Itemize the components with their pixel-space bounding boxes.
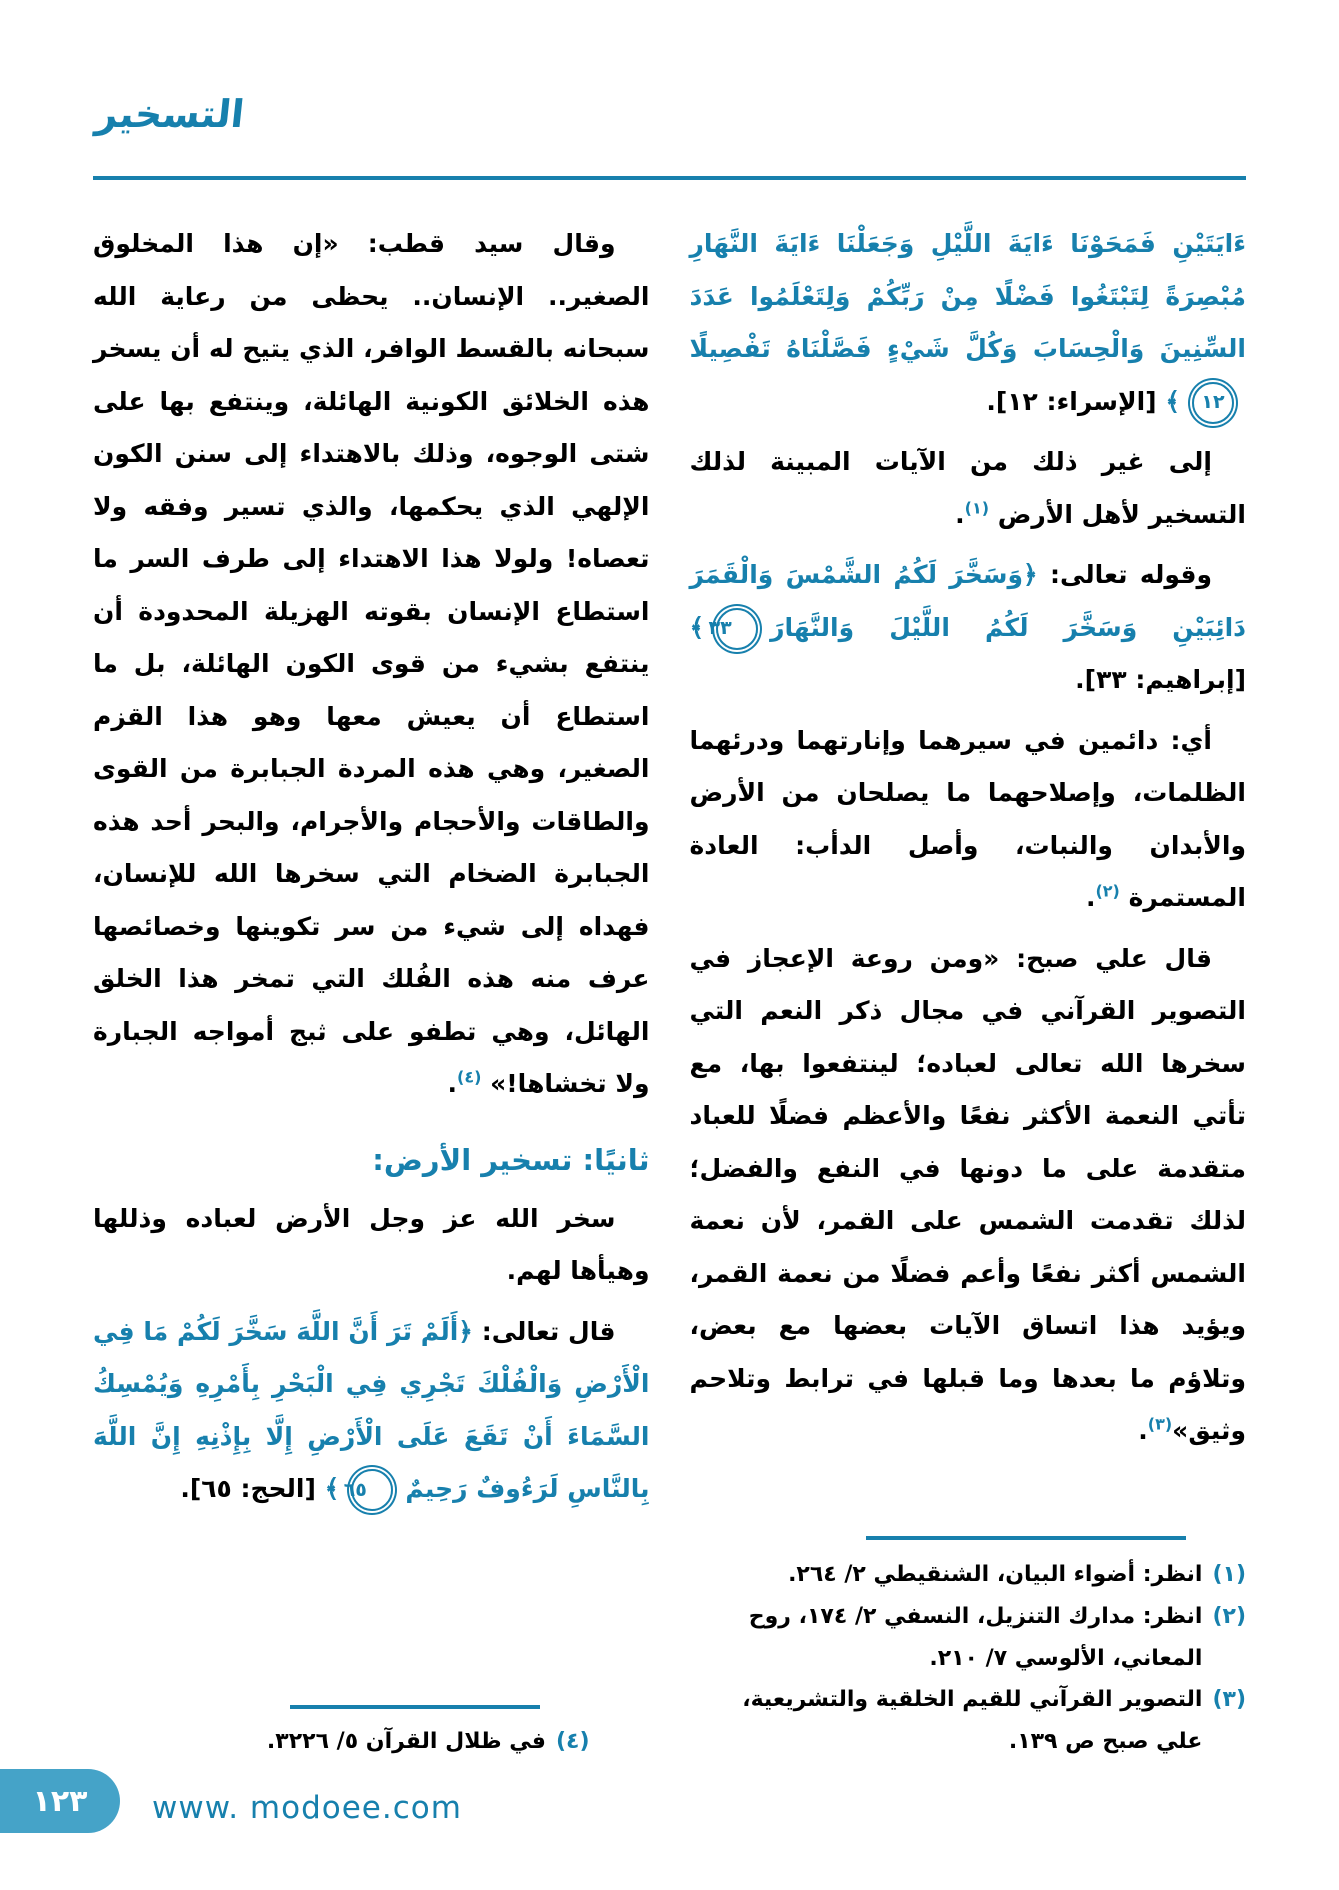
ornate-close-bracket: ﴾ xyxy=(689,612,705,642)
paragraph-text: أي: دائمين في سيرهما وإنارتهما ودرئهما الظلمات، وإصلاحهما ما يصلحان من الأرض والأبدان والنبات، وأصل الدأب: العادة المستمرة xyxy=(689,725,1246,912)
period: . xyxy=(447,1069,458,1098)
period: . xyxy=(1138,1416,1148,1445)
ayah-end-marker: ٣٣ xyxy=(716,608,758,650)
quran-verse-isra xyxy=(690,218,1247,428)
footnote-separator xyxy=(290,1705,540,1709)
ornate-open-bracket: ﴿ xyxy=(458,1316,473,1346)
text-columns xyxy=(93,218,1246,1763)
ornate-close-bracket: ﴾ xyxy=(1165,386,1180,416)
footnote-ref-4: (٤) xyxy=(457,1067,482,1087)
footnote-text: انظر: مدارك التنزيل، النسفي ٢/ ١٧٤، روح المعاني، الألوسي ٧/ ٢١٠. xyxy=(748,1603,1203,1671)
paragraph-text: إلى غير ذلك من الآيات المبينة لذلك التسخير لأهل الأرض xyxy=(689,447,1246,529)
paragraph-text: وقال سيد قطب: «إن هذا المخلوق الصغير.. الإنسان.. يحظى من رعاية الله سبحانه بالقسط الوافر، الذي يتيح له أن يسخر هذه الخلائق الكونية الهائلة، وينتفع بها على شتى الوجوه، وذلك بالاهتداء إلى سنن الكون الإلهي الذي يحكمها، والذي تسير وفقه ولا تعصاه! ولولا هذا الاهتداء إلى طرف السر ما استطاع الإنسان بقوته الهزيلة المحدودة أن ينتفع بشيء من قوى الكون الهائلة، بل ما استطاع أن يعيش معها وهو هذا القزم الصغير، وهي هذه المردة الجبابرة من القوى والطاقات والأحجام والأجرام، والبحر أحد هذه الجبابرة الضخام التي سخرها الله للإنسان، فهداه إلى شيء من سر تكوينها وخصائصها عرف منه هذه الفُلك التي تمخر هذا الخلق الهائل، وهي تطفو على ثبج أمواجه الجبارة ولا تخشاها!» xyxy=(93,229,650,1098)
footnote-separator xyxy=(866,1536,1186,1540)
footnote xyxy=(690,1596,1247,1680)
verse-reference: [إبراهيم: ٣٣]. xyxy=(1075,665,1246,694)
paragraph xyxy=(690,436,1247,541)
period: . xyxy=(1085,883,1096,912)
footnotes-right xyxy=(690,1526,1247,1763)
footnote-text: في ظلال القرآن ٥/ ٣٢٢٦. xyxy=(266,1729,546,1755)
page-number: ١٢٣ xyxy=(32,1783,88,1819)
footnote-ref-2: (٢) xyxy=(1095,881,1120,901)
paragraph xyxy=(690,933,1247,1458)
footnote-marker: (٣) xyxy=(1212,1687,1246,1713)
paragraph-text: قال علي صبح: «ومن روعة الإعجاز في التصوير القرآني في مجال ذكر النعم التي سخرها الله تعالى لعباده؛ لينتفعوا بها، مع تأتي النعمة الأكثر نفعًا والأعظم فضلًا للعباد متقدمة على ما دونها في النفع والفضل؛ لذلك تقدمت الشمس على القمر، لأن نعمة الشمس أكثر نفعًا وأعم فضلًا من نعمة القمر، ويؤيد هذا اتساق الآيات بعضها مع بعض، وتلاؤم ما بعدها وما قبلها في ترابط وتلاحم وثيق» xyxy=(689,943,1246,1445)
verse-reference: [الإسراء: ١٢]. xyxy=(986,386,1157,416)
verse-reference: [الحج: ٦٥]. xyxy=(180,1474,316,1503)
paragraph xyxy=(93,1193,650,1298)
header-divider xyxy=(93,176,1246,180)
footnotes-left xyxy=(93,1695,650,1763)
speech-intro: قال تعالى: xyxy=(481,1316,616,1346)
ayah-end-marker: ١٢ xyxy=(1192,382,1234,424)
quran-text: وَسَخَّرَ لَكُمُ الشَّمْسَ وَالْقَمَرَ دَائِبَيْنِ وَسَخَّرَ لَكُمُ اللَّيْلَ وَالنَّهَارَ xyxy=(689,560,1246,642)
paragraph-with-verse xyxy=(93,1306,650,1516)
footnote-text: انظر: أضواء البيان، الشنقيطي ٢/ ٢٦٤. xyxy=(788,1562,1203,1588)
footnote xyxy=(690,1554,1247,1596)
footnote-ref-3: (٣) xyxy=(1147,1414,1173,1434)
footnote xyxy=(93,1721,650,1763)
column-right xyxy=(690,218,1247,1763)
paragraph-text: سخر الله عز وجل الأرض لعباده وذللها وهيأها لهم. xyxy=(93,1203,650,1285)
ornate-close-bracket: ﴾ xyxy=(324,1474,340,1503)
footnote-marker: (٢) xyxy=(1212,1603,1246,1629)
speech-intro: وقوله تعالى: xyxy=(1049,560,1212,589)
website-text: www. modoee.com xyxy=(152,1790,462,1826)
footnote-marker: (٤) xyxy=(555,1729,590,1755)
column-left xyxy=(93,218,650,1763)
footnote-text: التصوير القرآني للقيم الخلقية والتشريعية، علي صبح ص ١٣٩. xyxy=(742,1687,1203,1755)
footnote-marker: (١) xyxy=(1212,1562,1246,1588)
quran-text: أَلَمْ تَرَ أَنَّ اللَّهَ سَخَّرَ لَكُمْ مَا فِي الْأَرْضِ وَالْفُلْكَ تَجْرِي فِي الْبَحْرِ بِأَمْرِهِ وَيُمْسِكُ السَّمَاءَ أَنْ تَقَعَ عَلَى الْأَرْضِ إِلَّا بِإِذْنِهِ إِنَّ اللَّهَ بِالنَّاسِ لَرَءُوفٌ رَحِيمٌ xyxy=(93,1316,650,1503)
ornate-open-bracket: ﴿ xyxy=(1022,560,1038,589)
footnote xyxy=(690,1679,1247,1763)
page-number-pill xyxy=(0,1769,120,1833)
period: . xyxy=(955,499,965,529)
paragraph xyxy=(93,218,650,1111)
section-heading: ثانيًا: تسخير الأرض: xyxy=(372,1142,650,1177)
paragraph-with-verse xyxy=(690,549,1247,707)
quran-text: ءَايَتَيْنِ فَمَحَوْنَا ءَايَةَ اللَّيْلِ وَجَعَلْنَا ءَايَةَ النَّهَارِ مُبْصِرَةً لِتَبْتَغُوا فَضْلًا مِنْ رَبِّكُمْ وَلِتَعْلَمُوا عَدَدَ السِّنِينَ وَالْحِسَابَ وَكُلَّ شَيْءٍ فَصَّلْنَاهُ تَفْصِيلًا xyxy=(689,229,1246,363)
ayah-end-marker: ٦٥ xyxy=(351,1469,393,1511)
chapter-title: التسخير xyxy=(93,92,247,136)
paragraph xyxy=(690,715,1247,925)
footnote-ref-1: (١) xyxy=(964,498,990,518)
